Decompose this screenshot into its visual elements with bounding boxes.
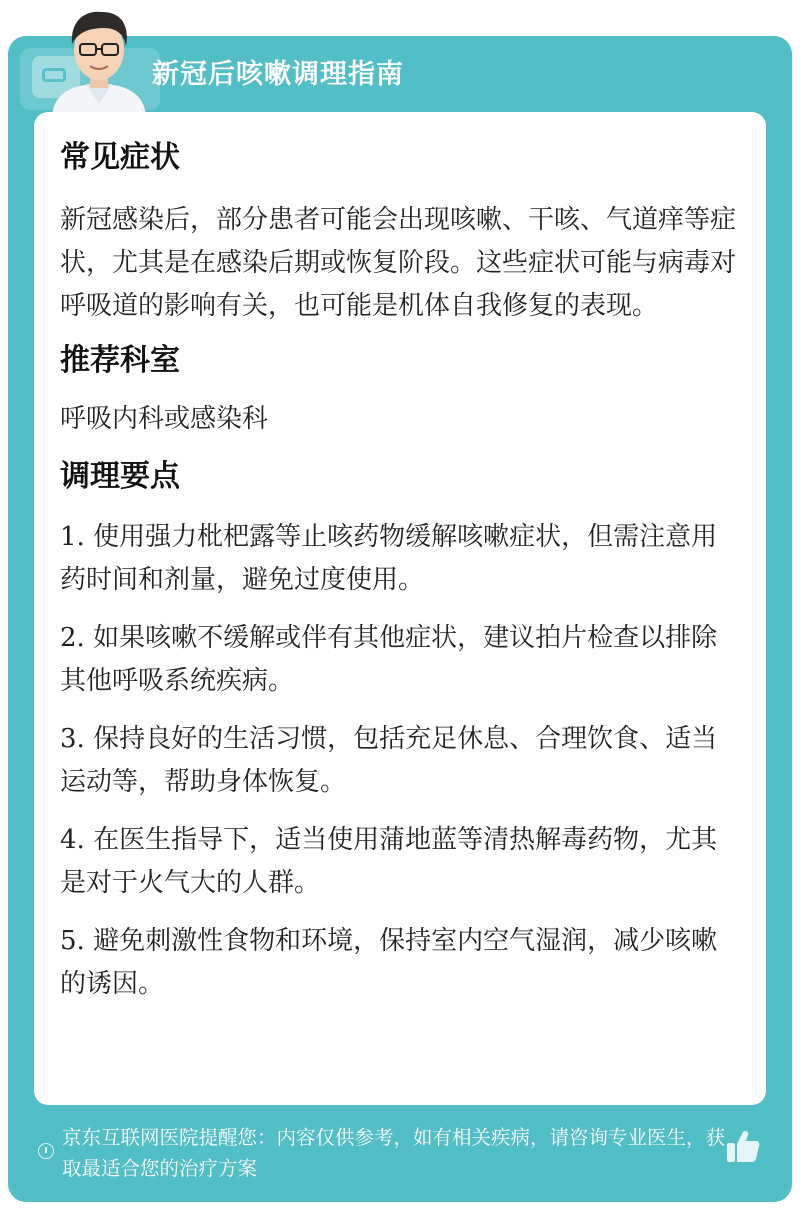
section-body: 呼吸内科或感染科 [60,404,269,434]
item-text: 使用强力枇杷露等止咳药物缓解咳嗽症状，但需注意用药时间和剂量，避免过度使用。 [60,522,718,595]
item-number: 5. [60,926,85,956]
item-number: 1. [60,522,85,552]
item-text: 保持良好的生活习惯，包括充足休息、合理饮食、适当运动等，帮助身体恢复。 [60,724,718,797]
info-icon [38,1143,54,1159]
item-number: 2. [60,623,85,653]
section-body: 新冠感染后，部分患者可能会出现咳嗽、干咳、气道痒等症状，尤其是在感染后期或恢复阶段。这些症状可能与病毒对呼吸道的影响有关，也可能是机体自我修复的表现。 [60,205,737,321]
list-item [60,920,740,1006]
section-department [60,341,740,441]
section-title: 常见症状 [60,140,180,175]
footer-disclaimer: 京东互联网医院提醒您：内容仅供参考，如有相关疾病，请咨询专业医生，获取最适合您的治疗方案 [62,1126,726,1180]
list-item [60,718,740,804]
list-item [60,516,740,602]
item-text: 如果咳嗽不缓解或伴有其他症状，建议拍片检查以排除其他呼吸系统疾病。 [60,623,718,696]
doctor-avatar [44,4,154,116]
list-item [60,819,740,905]
item-number: 3. [60,724,85,754]
guide-content [60,112,740,1006]
list-item [60,617,740,703]
item-text: 避免刺激性食物和环境，保持室内空气湿润，减少咳嗽的诱因。 [60,926,718,999]
section-care-points [60,457,740,1006]
section-symptoms [60,112,740,328]
item-text: 在医生指导下，适当使用蒲地蓝等清热解毒药物，尤其是对于火气大的人群。 [60,825,718,898]
item-number: 4. [60,825,85,855]
page-title: 新冠后咳嗽调理指南 [152,59,404,90]
section-title: 推荐科室 [60,343,180,378]
section-title: 调理要点 [60,459,180,494]
thumbs-up-icon[interactable] [726,1128,760,1164]
